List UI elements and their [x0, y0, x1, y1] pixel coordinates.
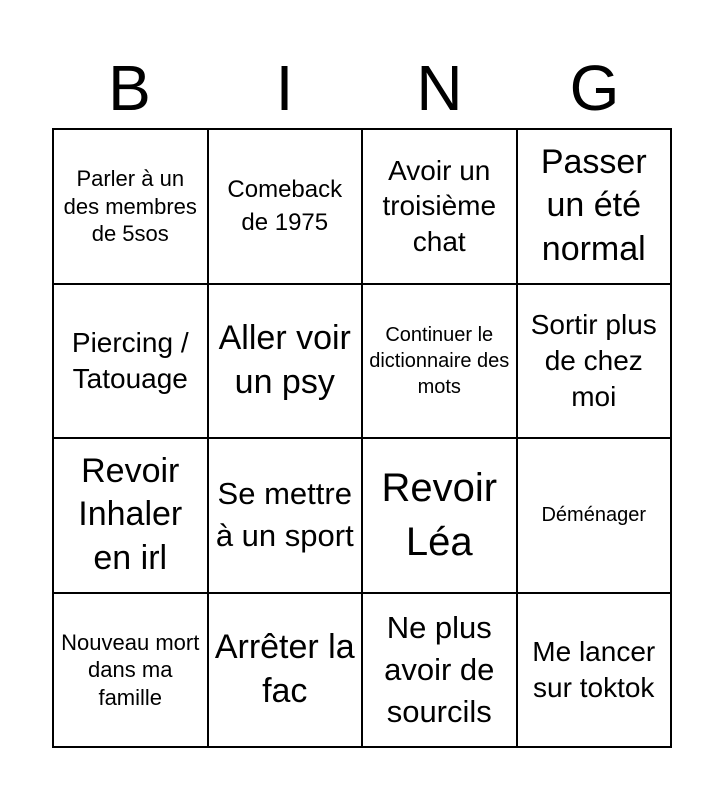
bingo-cell[interactable]: Continuer le dictionnaire des mots [363, 285, 518, 440]
bingo-header [52, 48, 672, 128]
bingo-cell[interactable]: Comeback de 1975 [209, 130, 364, 285]
bingo-cell[interactable]: Se mettre à un sport [209, 439, 364, 594]
header-letter-b: B [108, 52, 151, 124]
bingo-cell[interactable]: Déménager [518, 439, 673, 594]
bingo-cell[interactable]: Ne plus avoir de sourcils [363, 594, 518, 749]
header-letter-i: I [275, 52, 294, 124]
bingo-cell[interactable]: Passer un été normal [518, 130, 673, 285]
bingo-cell[interactable]: Piercing / Tatouage [54, 285, 209, 440]
bingo-cell[interactable]: Revoir Léa [363, 439, 518, 594]
bingo-cell[interactable]: Revoir Inhaler en irl [54, 439, 209, 594]
bingo-cell[interactable]: Me lancer sur toktok [518, 594, 673, 749]
bingo-cell[interactable]: Avoir un troisième chat [363, 130, 518, 285]
bingo-cell[interactable]: Arrêter la fac [209, 594, 364, 749]
bingo-cell[interactable]: Nouveau mort dans ma famille [54, 594, 209, 749]
bingo-cell[interactable]: Aller voir un psy [209, 285, 364, 440]
bingo-cell[interactable]: Sortir plus de chez moi [518, 285, 673, 440]
header-letter-n: N [416, 52, 463, 124]
bingo-cell[interactable]: Parler à un des membres de 5sos [54, 130, 209, 285]
bingo-board [52, 128, 672, 748]
header-letter-g: G [569, 52, 620, 124]
